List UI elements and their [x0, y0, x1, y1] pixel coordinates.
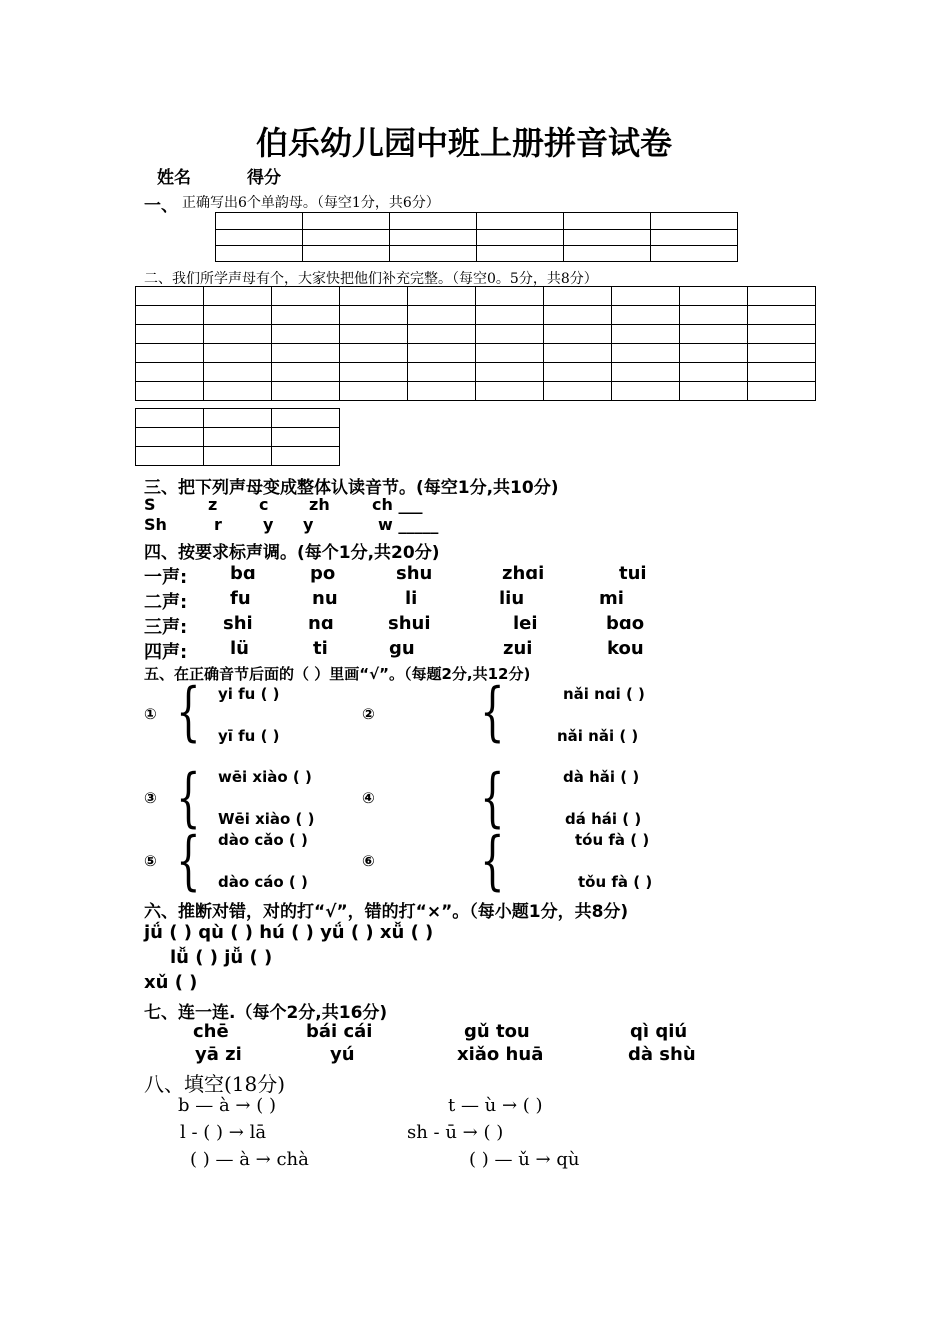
left-brace-icon: {: [480, 675, 505, 749]
match-bottom-3: xiǎo huā: [457, 1044, 544, 1065]
left-brace-icon: {: [176, 824, 201, 898]
section4-title: 四、按要求标声调。(每个1分,共20分): [144, 543, 440, 563]
tone1-label: 一声:: [144, 567, 188, 588]
left-brace-icon: {: [176, 675, 201, 749]
match-bottom-4: dà shù: [628, 1044, 696, 1065]
question-marker-2: ②: [362, 705, 375, 723]
s3-r2-c1: Sh: [144, 515, 167, 534]
fill-2b: sh - ū → ( ): [407, 1122, 504, 1143]
q4-option-a: dà hǎi ( ): [563, 768, 640, 786]
s3-r1-c5: ch ___: [372, 495, 423, 514]
q6-option-b: tǒu fà ( ): [578, 873, 653, 891]
tone1-item: zhɑi: [502, 563, 545, 584]
section7-title: 七、连一连.（每个2分,共16分): [144, 1003, 388, 1023]
name-label: 姓名: [157, 168, 191, 188]
fill-3b: ( ) — ǔ → qù: [469, 1149, 580, 1170]
section2-answer-grid-top[interactable]: [135, 286, 816, 401]
section1-number: 一、: [144, 196, 178, 216]
question-marker-3: ③: [144, 789, 157, 807]
question-marker-1: ①: [144, 705, 157, 723]
question-marker-4: ④: [362, 789, 375, 807]
tone1-item: tui: [619, 563, 647, 584]
q5-option-b: dào cáo ( ): [218, 873, 308, 891]
q2-option-a: nǎi nɑi ( ): [563, 685, 645, 703]
section6-line1: jǘ ( ) qù ( ) hú ( ) yǘ ( ) xǚ ( ): [144, 922, 434, 943]
tone3-item: lei: [513, 613, 538, 634]
page-title: 伯乐幼儿园中班上册拼音试卷: [256, 124, 673, 162]
tone2-item: nu: [312, 588, 338, 609]
match-top-1: chē: [193, 1021, 229, 1042]
match-top-4: qì qiú: [630, 1021, 688, 1042]
left-brace-icon: {: [480, 824, 505, 898]
fill-3a: ( ) — à → chà: [190, 1149, 309, 1170]
section1-answer-grid[interactable]: [215, 212, 738, 262]
s3-r2-c2: r: [214, 515, 222, 534]
s3-r2-c5: w _____: [378, 515, 439, 534]
s3-r1-c2: z: [208, 495, 218, 514]
match-top-3: gǔ tou: [464, 1021, 530, 1042]
section6-line3: xǔ ( ): [144, 972, 198, 993]
q1-option-b: yī fu ( ): [218, 727, 280, 745]
tone2-item: mi: [599, 588, 624, 609]
section8-title: 八、填空(18分): [144, 1072, 286, 1096]
left-brace-icon: {: [480, 761, 505, 835]
q1-option-a: yi fu ( ): [218, 685, 280, 703]
section1-title: 正确写出6个单韵母。（每空1分，共6分）: [182, 195, 440, 211]
q3-option-b: Wēi xiào ( ): [218, 810, 315, 828]
question-marker-5: ⑤: [144, 852, 157, 870]
section3-title: 三、把下列声母变成整体认读音节。(每空1分,共10分): [144, 478, 559, 498]
tone1-item: shu: [396, 563, 433, 584]
left-brace-icon: {: [176, 761, 201, 835]
section5-title: 五、在正确音节后面的（ ）里画“√”。（每题2分,共12分): [144, 665, 531, 683]
tone3-item: shi: [223, 613, 253, 634]
section2-title: 二、我们所学声母有个，大家快把他们补充完整。（每空0。5分，共8分）: [144, 271, 598, 287]
s3-r2-c3: y: [263, 515, 274, 534]
q3-option-a: wēi xiào ( ): [218, 768, 312, 786]
q4-option-b: dá hái ( ): [565, 810, 642, 828]
tone3-item: bɑo: [606, 613, 645, 634]
tone4-item: lü: [230, 638, 249, 659]
section2-answer-grid-bottom[interactable]: [135, 408, 340, 466]
fill-1b: t — ù → ( ): [448, 1095, 543, 1116]
section6-line2: lǚ ( ) jǚ ( ): [170, 947, 273, 968]
question-marker-6: ⑥: [362, 852, 375, 870]
fill-2a: l - ( ) → lā: [180, 1122, 267, 1143]
match-top-2: bái cái: [306, 1021, 373, 1042]
tone4-item: kou: [607, 638, 644, 659]
tone3-item: nɑ: [308, 613, 334, 634]
tone2-item: li: [405, 588, 418, 609]
tone2-label: 二声:: [144, 592, 188, 613]
tone3-item: shui: [388, 613, 431, 634]
tone2-item: fu: [230, 588, 251, 609]
q2-option-b: nǎi nǎi ( ): [557, 727, 639, 745]
match-bottom-1: yā zi: [195, 1044, 242, 1065]
tone3-label: 三声:: [144, 617, 188, 638]
s3-r1-c4: zh: [309, 495, 330, 514]
score-label: 得分: [247, 168, 281, 188]
tone4-label: 四声:: [144, 642, 188, 663]
tone1-item: po: [310, 563, 336, 584]
tone4-item: zui: [503, 638, 533, 659]
q5-option-a: dào cǎo ( ): [218, 831, 308, 849]
fill-1a: b — à → ( ): [178, 1095, 276, 1116]
tone1-item: bɑ: [230, 563, 256, 584]
q6-option-a: tóu fà ( ): [575, 831, 650, 849]
tone4-item: gu: [389, 638, 415, 659]
tone4-item: ti: [313, 638, 328, 659]
match-bottom-2: yú: [330, 1044, 355, 1065]
s3-r2-c4: y: [303, 515, 314, 534]
s3-r1-c3: c: [259, 495, 269, 514]
tone2-item: liu: [499, 588, 525, 609]
section6-title: 六、推断对错，对的打“√”，错的打“×”。（每小题1分，共8分): [144, 902, 629, 922]
s3-r1-c1: S: [144, 495, 156, 514]
